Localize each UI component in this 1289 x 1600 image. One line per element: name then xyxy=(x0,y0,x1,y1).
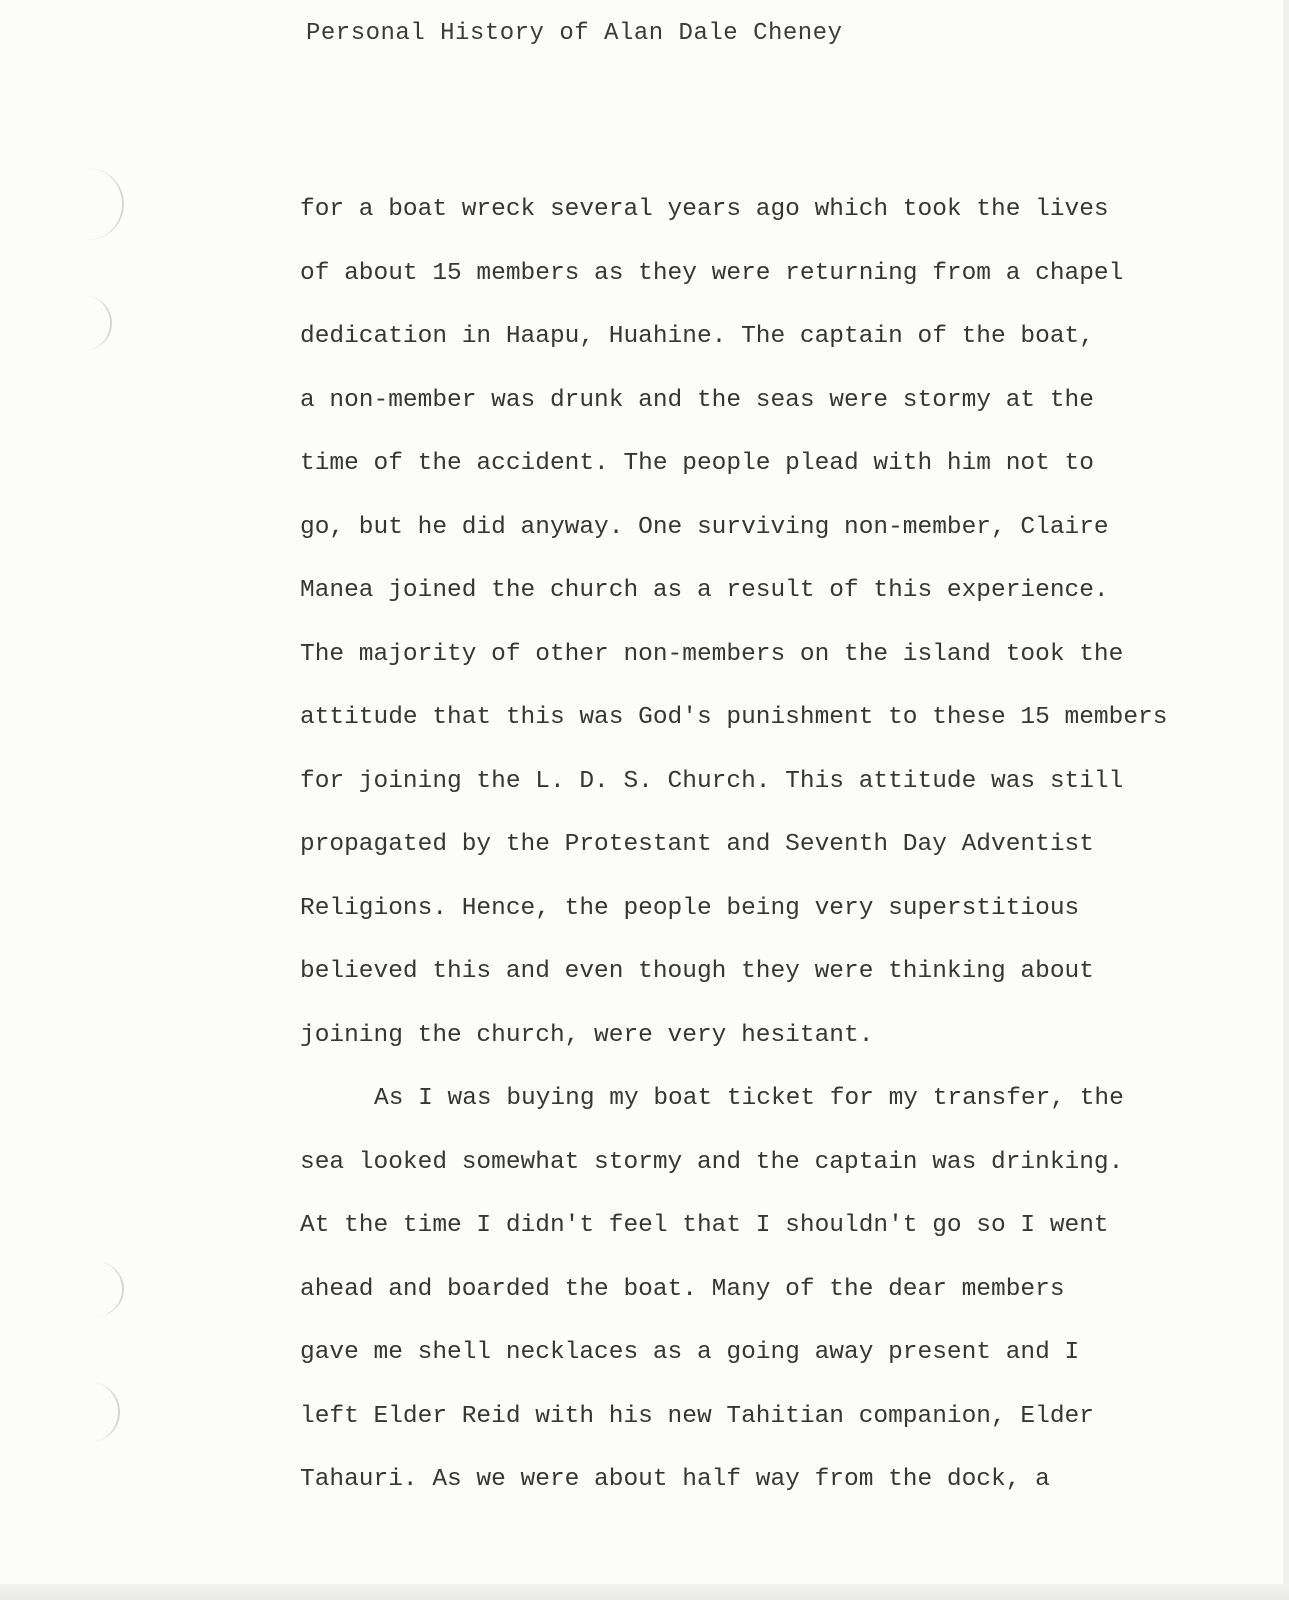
text-line: go, but he did anyway. One surviving non-member, Claire xyxy=(300,513,1109,541)
binder-hole-mark xyxy=(74,1262,124,1316)
text-line: left Elder Reid with his new Tahitian companion, Elder xyxy=(300,1402,1094,1430)
text-line: for a boat wreck several years ago which took the lives xyxy=(300,196,1109,223)
text-line: propagated by the Protestant and Seventh Day Adventist xyxy=(300,831,1094,858)
paragraph-first-line: As I was buying my boat ticket for my transfer, the xyxy=(374,1085,1124,1112)
page-edge-shadow xyxy=(0,1584,1289,1600)
text-line: At the time I didn't feel that I shouldn't go so I went xyxy=(300,1212,1109,1239)
page-title: Personal History of Alan Dale Cheney xyxy=(306,20,843,47)
text-line: dedication in Haapu, Huahine. The captain of the boat, xyxy=(300,323,1094,350)
binder-hole-mark xyxy=(74,168,124,240)
text-line: joining the church, were very hesitant. xyxy=(300,1021,874,1049)
text-line: believed this and even though they were thinking about xyxy=(300,958,1094,985)
binder-hole-mark xyxy=(62,296,112,350)
text-line: gave me shell necklaces as a going away present and I xyxy=(300,1339,1080,1366)
text-line: Manea joined the church as a result of this experience. xyxy=(300,577,1109,604)
text-line: ahead and boarded the boat. Many of the dear members xyxy=(300,1275,1065,1303)
text-line: sea looked somewhat stormy and the captain was drinking. xyxy=(300,1148,1124,1176)
text-line: a non-member was drunk and the seas were stormy at the xyxy=(300,386,1094,414)
binder-hole-mark xyxy=(70,1382,120,1442)
text-line: Tahauri. As we were about half way from the dock, a xyxy=(300,1466,1050,1493)
text-line: Religions. Hence, the people being very superstitious xyxy=(300,894,1080,922)
page-edge-shadow xyxy=(1283,0,1289,1600)
text-line: time of the accident. The people plead with him not to xyxy=(300,450,1094,477)
text-line: The majority of other non-members on the island took the xyxy=(300,640,1124,668)
text-line: of about 15 members as they were returning from a chapel xyxy=(300,259,1124,287)
body-text xyxy=(300,178,1230,1512)
text-line: attitude that this was God's punishment to these 15 members xyxy=(300,704,1168,731)
text-line: for joining the L. D. S. Church. This attitude was still xyxy=(300,767,1124,795)
